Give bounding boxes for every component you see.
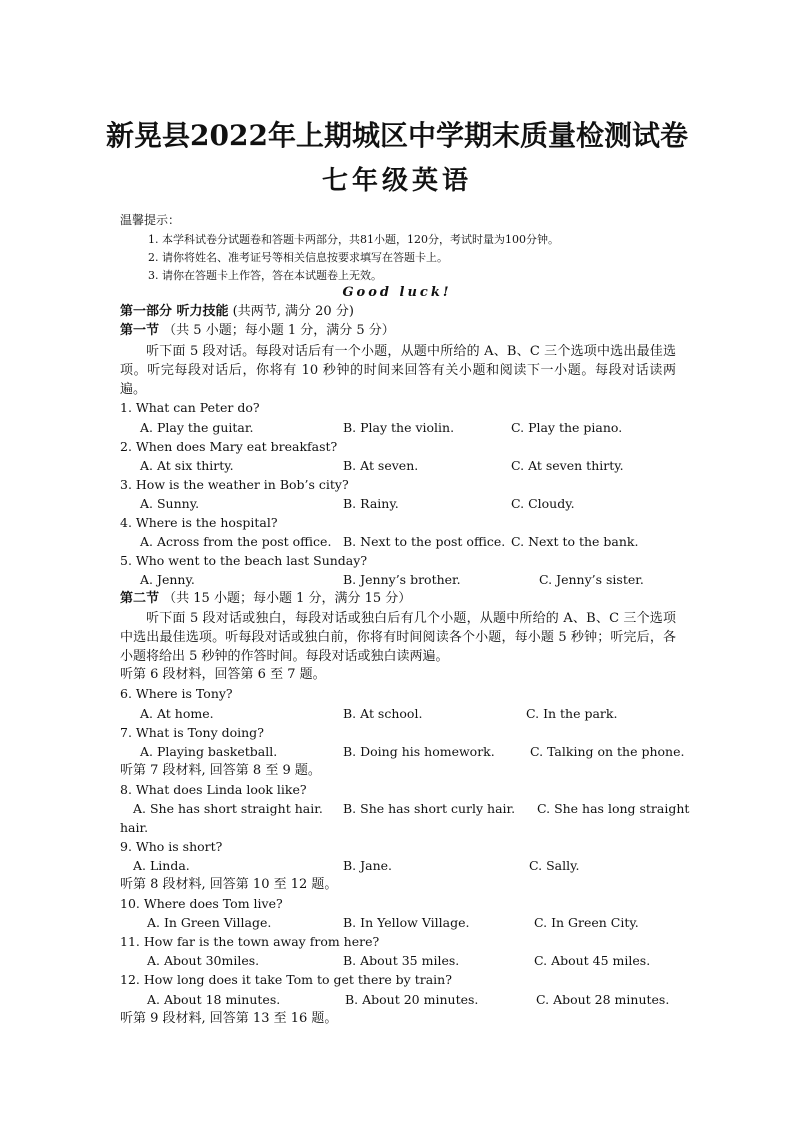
q5-option-a: A. Jenny. bbox=[140, 572, 195, 587]
material-8: 听第 8 段材料, 回答第 10 至 12 题。 bbox=[120, 877, 338, 892]
material-9: 听第 9 段材料, 回答第 13 至 16 题。 bbox=[120, 1011, 338, 1026]
q3-option-c: C. Cloudy. bbox=[511, 496, 575, 511]
question-12: 12. How long does it take Tom to get there by train? bbox=[120, 972, 452, 987]
q9-option-b: B. Jane. bbox=[343, 858, 393, 873]
good-luck: Good luck! bbox=[342, 285, 452, 300]
question-1: 1. What can Peter do? bbox=[120, 400, 260, 415]
question-11: 11. How far is the town away from here? bbox=[120, 934, 380, 949]
question-7: 7. What is Tony doing? bbox=[120, 725, 264, 740]
q3-option-a: A. Sunny. bbox=[140, 496, 200, 511]
exam-subtitle: 七年级英语 bbox=[321, 166, 472, 196]
part1-heading bbox=[120, 303, 354, 320]
part1-heading-rest: (共两节, 满分 20 分) bbox=[232, 304, 354, 319]
material-6: 听第 6 段材料，回答第 6 至 7 题。 bbox=[120, 667, 326, 682]
q5-option-b: B. Jenny’s brother. bbox=[343, 572, 461, 587]
question-10: 10. Where does Tom live? bbox=[120, 896, 283, 911]
question-4: 4. Where is the hospital? bbox=[120, 515, 278, 530]
section1-instructions: 听下面 5 段对话。每段对话后有一个小题，从题中所给的 A、B、C 三个选项中选出最佳选项。听完每段对话后，你将有 10 秒钟的时间来回答有关小题和阅读下一小题。每段对话读两遍。 bbox=[120, 344, 676, 397]
section1-heading-bold: 第一节 bbox=[120, 323, 160, 338]
tip-item-3: 3. 请你在答题卡上作答，答在本试题卷上无效。 bbox=[148, 269, 382, 282]
q12-option-a: A. About 18 minutes. bbox=[147, 992, 281, 1007]
q6-option-c: C. In the park. bbox=[526, 706, 618, 721]
q2-option-c: C. At seven thirty. bbox=[511, 458, 624, 473]
q10-option-b: B. In Yellow Village. bbox=[343, 915, 470, 930]
q9-option-a: A. Linda. bbox=[133, 858, 190, 873]
q2-option-a: A. At six thirty. bbox=[140, 458, 234, 473]
q11-option-a: A. About 30miles. bbox=[147, 953, 260, 968]
q7-option-b: B. Doing his homework. bbox=[343, 744, 495, 759]
q12-option-c: C. About 28 minutes. bbox=[536, 992, 670, 1007]
q7-option-a: A. Playing basketball. bbox=[140, 744, 278, 759]
q3-option-b: B. Rainy. bbox=[343, 496, 399, 511]
q2-option-b: B. At seven. bbox=[343, 458, 419, 473]
q1-option-b: B. Play the violin. bbox=[343, 420, 455, 435]
q1-option-c: C. Play the piano. bbox=[511, 420, 623, 435]
q8-option-a: A. She has short straight hair. bbox=[133, 801, 323, 816]
q11-option-b: B. About 35 miles. bbox=[343, 953, 460, 968]
q9-option-c: C. Sally. bbox=[529, 858, 580, 873]
tips-label: 温馨提示： bbox=[120, 213, 181, 227]
q10-option-c: C. In Green City. bbox=[534, 915, 639, 930]
q5-option-c: C. Jenny’s sister. bbox=[539, 572, 644, 587]
part1-heading-bold: 第一部分 听力技能 bbox=[120, 304, 229, 319]
section2-heading-bold: 第二节 bbox=[120, 591, 160, 606]
q1-option-a: A. Play the guitar. bbox=[140, 420, 254, 435]
q4-option-c: C. Next to the bank. bbox=[511, 534, 639, 549]
question-6: 6. Where is Tony? bbox=[120, 686, 233, 701]
section1-heading bbox=[120, 322, 395, 339]
q12-option-b: B. About 20 minutes. bbox=[345, 992, 479, 1007]
q8-option-c-continued: hair. bbox=[120, 820, 149, 835]
question-2: 2. When does Mary eat breakfast? bbox=[120, 439, 338, 454]
q6-option-b: B. At school. bbox=[343, 706, 423, 721]
question-8: 8. What does Linda look like? bbox=[120, 782, 307, 797]
section1-heading-rest: （共 5 小题；每小题 1 分，满分 5 分） bbox=[163, 323, 395, 338]
q6-option-a: A. At home. bbox=[140, 706, 214, 721]
section2-heading bbox=[120, 590, 411, 607]
question-9: 9. Who is short? bbox=[120, 839, 223, 854]
section2-instructions: 听下面 5 段对话或独白，每段对话或独白后有几个小题，从题中所给的 A、B、C 三个选项中选出最佳选项。听每段对话或独白前，你将有时间阅读各个小题，每小题 5 秒钟；听完后，各小题将给出 5 秒钟的作答时间。每段对话或独白读两遍。 bbox=[120, 611, 676, 664]
exam-title: 新晃县2022年上期城区中学期末质量检测试卷 bbox=[106, 119, 688, 152]
q8-option-b: B. She has short curly hair. bbox=[343, 801, 516, 816]
question-3: 3. How is the weather in Bob’s city? bbox=[120, 477, 349, 492]
tip-item-1: 1. 本学科试卷分试题卷和答题卡两部分，共81小题，120分，考试时量为100分钟。 bbox=[148, 233, 559, 246]
q7-option-c: C. Talking on the phone. bbox=[530, 744, 685, 759]
tip-item-2: 2. 请你将姓名、准考证号等相关信息按要求填写在答题卡上。 bbox=[148, 251, 448, 264]
material-7: 听第 7 段材料, 回答第 8 至 9 题。 bbox=[120, 763, 321, 778]
q8-option-c: C. She has long straight bbox=[537, 801, 690, 816]
q4-option-a: A. Across from the post office. bbox=[140, 534, 332, 549]
section2-heading-rest: （共 15 小题；每小题 1 分，满分 15 分） bbox=[163, 591, 412, 606]
q10-option-a: A. In Green Village. bbox=[147, 915, 272, 930]
q11-option-c: C. About 45 miles. bbox=[534, 953, 651, 968]
question-5: 5. Who went to the beach last Sunday? bbox=[120, 553, 368, 568]
q4-option-b: B. Next to the post office. bbox=[343, 534, 506, 549]
